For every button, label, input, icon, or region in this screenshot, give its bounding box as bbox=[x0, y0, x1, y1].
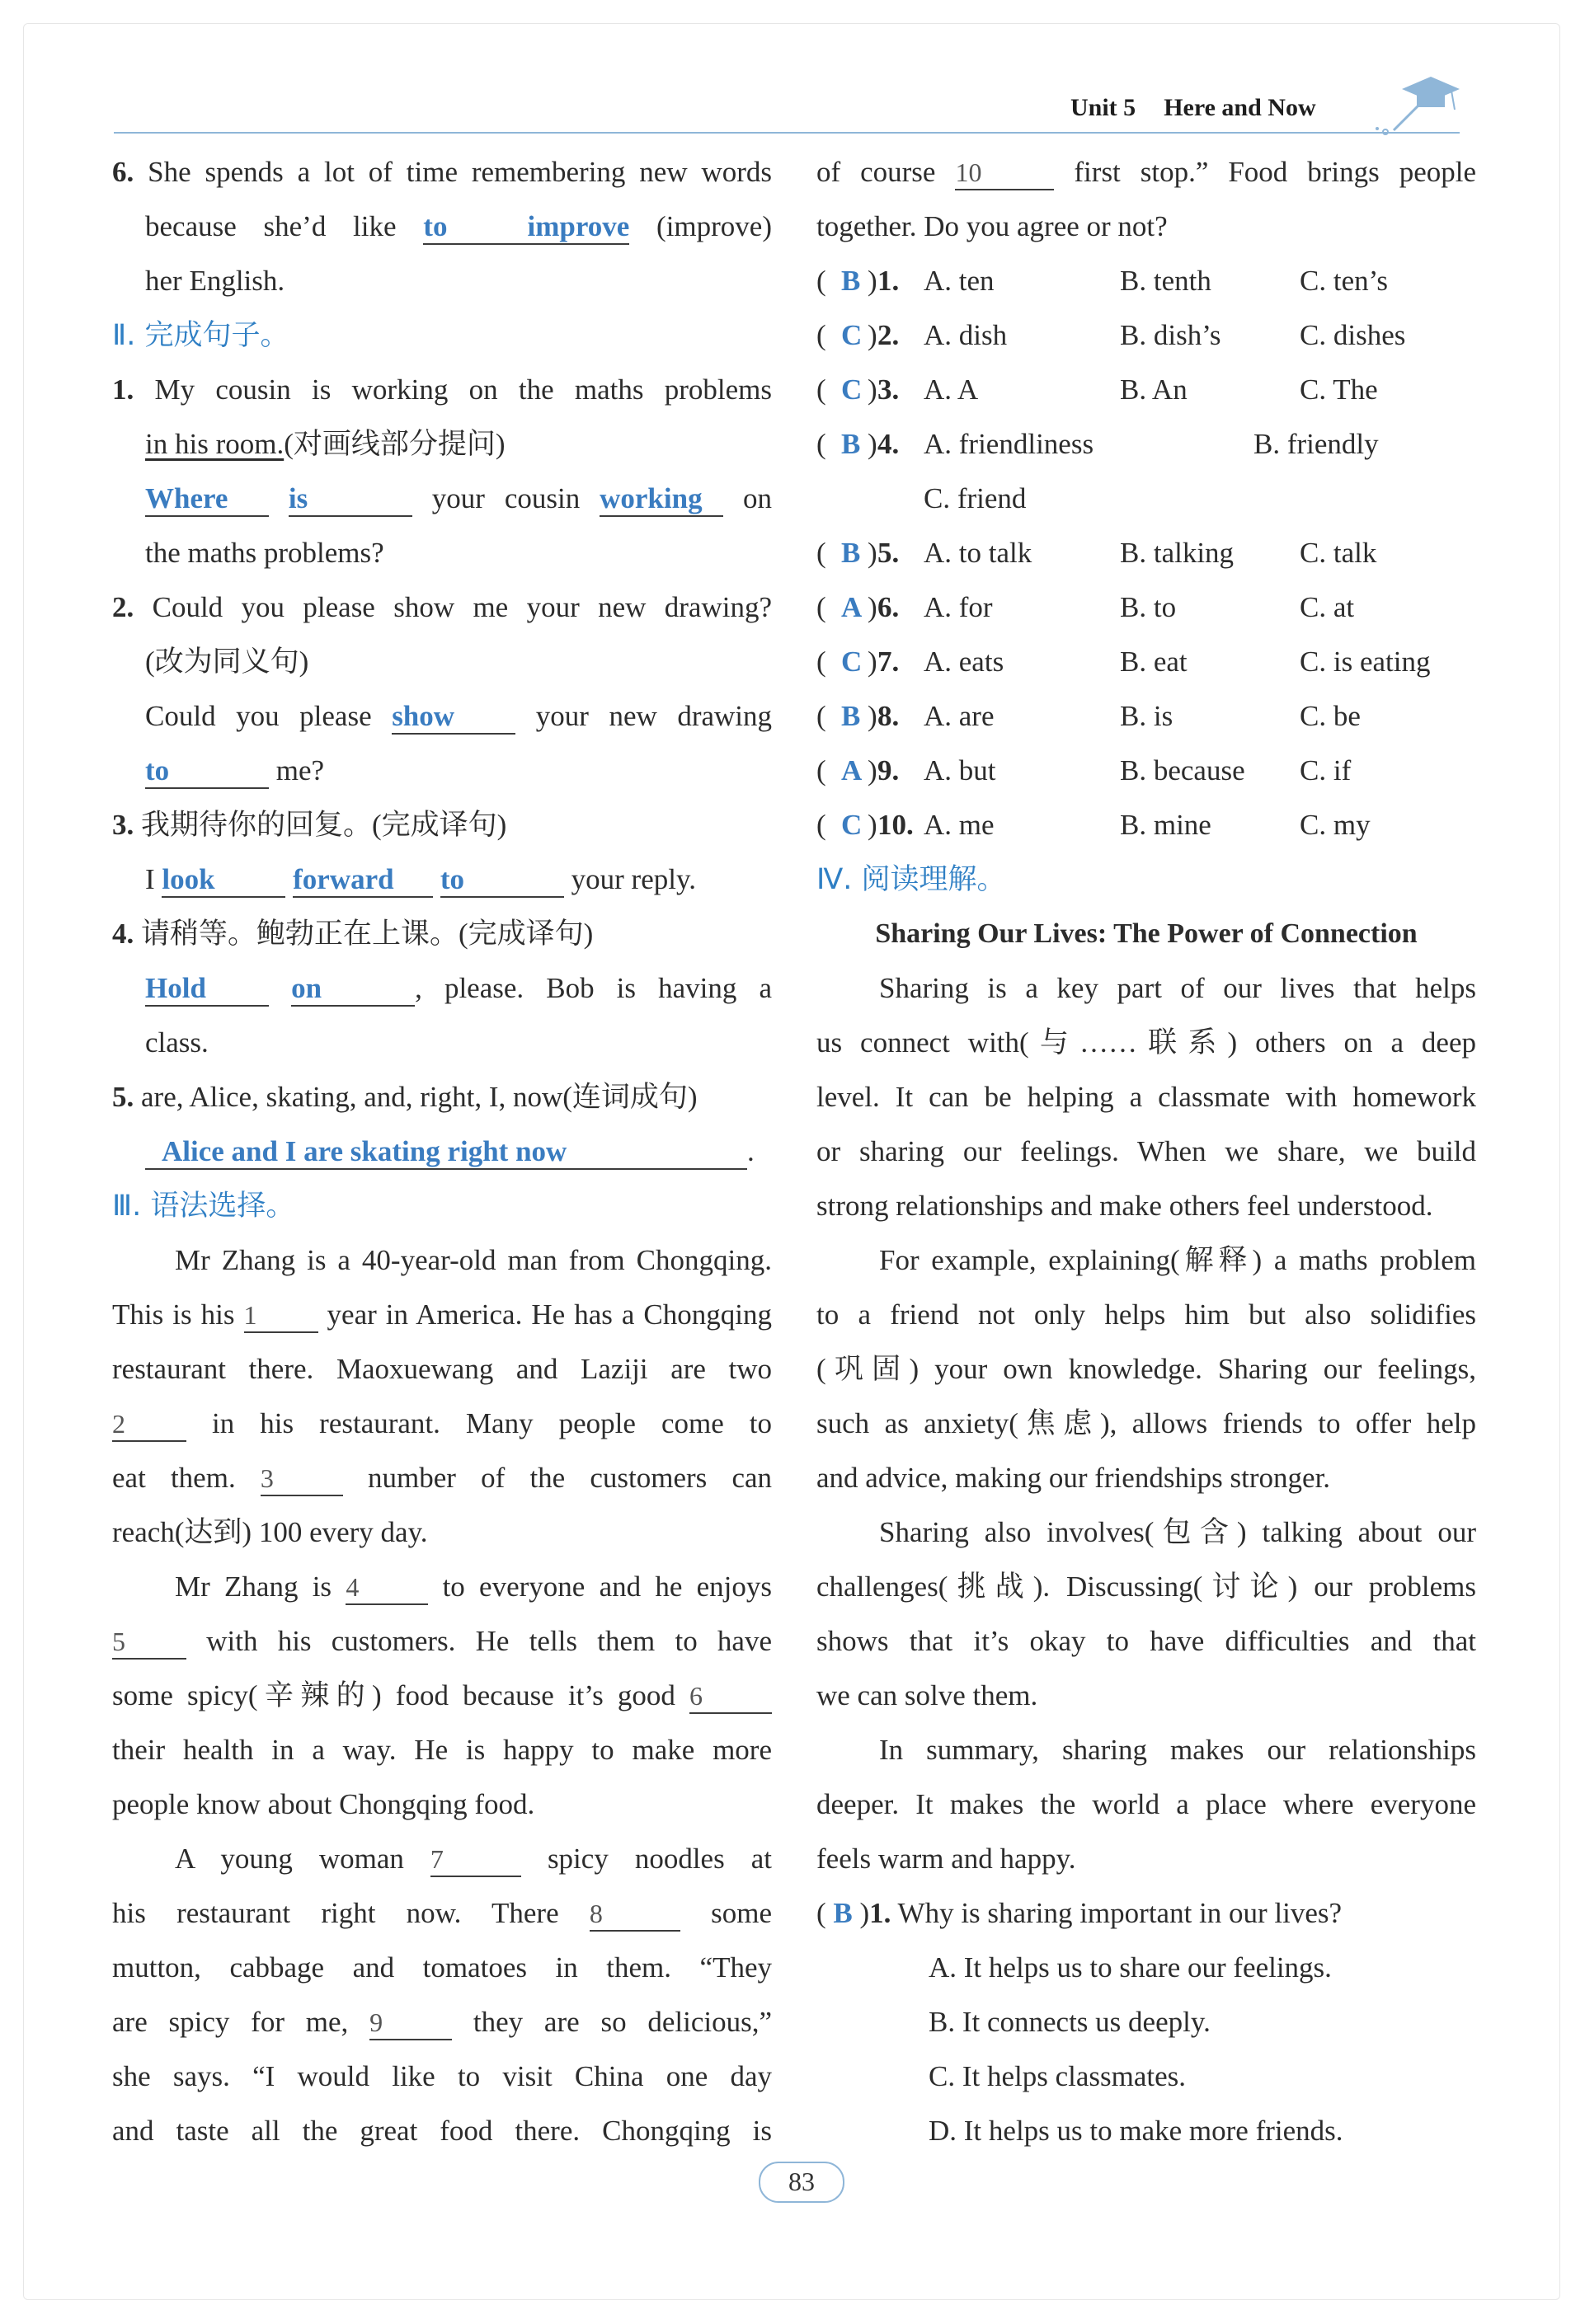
paren: ( bbox=[816, 319, 826, 351]
q6-line-2 bbox=[112, 200, 772, 254]
passage-line: 2 in his restaurant. Many people come to bbox=[112, 1397, 772, 1451]
option-d: D. It helps us to make more friends. bbox=[929, 2115, 1343, 2147]
question-text: are, Alice, skating, and, right, I, now(连词成句) bbox=[141, 1081, 698, 1113]
question-number: 9. bbox=[877, 754, 900, 786]
paren: ) bbox=[868, 754, 877, 786]
reading-question-1: ( B )1. Why is sharing important in our lives? bbox=[816, 1897, 1343, 1929]
mc-row bbox=[816, 689, 1476, 744]
blank-4: 4 bbox=[346, 1570, 428, 1605]
paren: ( bbox=[816, 265, 826, 297]
question-text: Could you please bbox=[145, 700, 372, 732]
blank-9: 9 bbox=[369, 2006, 452, 2040]
passage-line: are spicy for me, 9 they are so delicious,” bbox=[112, 1995, 772, 2049]
option-a: A. dish bbox=[924, 319, 1008, 351]
option-b: B. talking bbox=[1120, 537, 1235, 569]
paren: ) bbox=[868, 265, 877, 297]
section-heading-4: Ⅳ. 阅读理解。 bbox=[816, 863, 1006, 896]
option-c: C. at bbox=[1300, 591, 1355, 623]
passage-line: to a friend not only helps him but also solidifies bbox=[816, 1298, 1476, 1331]
left-column bbox=[112, 145, 772, 2158]
option-a: A. ten bbox=[924, 265, 995, 297]
question-number: 3. bbox=[877, 373, 900, 406]
option-b: B. because bbox=[1120, 754, 1245, 786]
answer-choice: B bbox=[833, 1897, 853, 1929]
answer-blank: is bbox=[289, 482, 412, 517]
section-heading-3: Ⅲ. 语法选择。 bbox=[112, 1190, 295, 1223]
blank-3: 3 bbox=[261, 1462, 343, 1496]
paren: ) bbox=[868, 591, 877, 623]
passage-line: and taste all the great food there. Chongqing is bbox=[112, 2115, 772, 2147]
passage-line: Sharing is a key part of our lives that helps bbox=[879, 972, 1476, 1004]
answer-blank: Hold bbox=[145, 972, 269, 1007]
paren: ( bbox=[816, 373, 826, 406]
paren: ) bbox=[868, 809, 877, 841]
mc-row bbox=[816, 308, 1476, 363]
passage-line: 5 with his customers. He tells them to have bbox=[112, 1614, 772, 1669]
answer-choice: B bbox=[841, 428, 861, 460]
option-c: C. dishes bbox=[1300, 319, 1406, 351]
answer-blank: look bbox=[162, 863, 285, 898]
option-c: C. is eating bbox=[1300, 646, 1431, 678]
question-text: your cousin bbox=[431, 482, 581, 514]
option-c: C. ten’s bbox=[1300, 265, 1388, 297]
option-b: B. An bbox=[1120, 373, 1188, 406]
paren: ( bbox=[816, 428, 826, 460]
question-number: 1. bbox=[869, 1897, 891, 1929]
paren: ) bbox=[868, 428, 877, 460]
passage-line: his restaurant right now. There 8 some bbox=[112, 1886, 772, 1941]
passage-line: Mr Zhang is a 40-year-old man from Chongqing. bbox=[175, 1244, 772, 1276]
passage-line: feels warm and happy. bbox=[816, 1843, 1076, 1875]
answer-choice: A bbox=[841, 754, 863, 786]
question-text: your new drawing bbox=[535, 700, 773, 732]
passage-line: level. It can be helping a classmate with homework bbox=[816, 1081, 1476, 1113]
question-number: 10. bbox=[877, 809, 914, 841]
option-c: C. It helps classmates. bbox=[929, 2060, 1187, 2092]
passage-line: together. Do you agree or not? bbox=[816, 210, 1168, 242]
passage-line: and advice, making our friendships stronger. bbox=[816, 1462, 1331, 1494]
s2-line-3 bbox=[112, 689, 772, 744]
option-c: C. talk bbox=[1300, 537, 1377, 569]
option-b: B. dish’s bbox=[1120, 319, 1221, 351]
answer-blank: working bbox=[600, 482, 723, 517]
passage-line: eat them. 3 number of the customers can bbox=[112, 1451, 772, 1505]
paren: ( bbox=[816, 537, 826, 569]
answer-blank: Where bbox=[145, 482, 269, 517]
paren: ( bbox=[816, 646, 826, 678]
paren: ( bbox=[816, 591, 826, 623]
question-text: I bbox=[145, 863, 155, 895]
option-a: A. It helps us to share our feelings. bbox=[929, 1951, 1332, 1984]
paren: ) bbox=[868, 319, 877, 351]
option-a: A. me bbox=[924, 809, 995, 841]
option-c: C. be bbox=[1300, 700, 1361, 732]
page-number: 83 bbox=[759, 2162, 844, 2203]
answer-blank: to bbox=[145, 754, 269, 789]
blank-1: 1 bbox=[244, 1298, 318, 1333]
blank-7: 7 bbox=[430, 1843, 521, 1877]
unit-label: Unit 5 bbox=[1070, 94, 1136, 121]
mc-row bbox=[816, 744, 1476, 798]
underlined-text: in his room. bbox=[145, 428, 285, 460]
option-a: A. but bbox=[924, 754, 996, 786]
mc-row bbox=[816, 635, 1476, 689]
q6-line-1 bbox=[112, 145, 772, 200]
option-c: C. if bbox=[1300, 754, 1352, 786]
passage-line: some spicy(辛辣的) food because it’s good 6 bbox=[112, 1669, 772, 1723]
s4-line-2 bbox=[112, 961, 772, 1016]
paren: ) bbox=[868, 537, 877, 569]
answer-blank: show bbox=[392, 700, 515, 735]
question-number: 1. bbox=[877, 265, 900, 297]
answer-choice: C bbox=[841, 646, 863, 678]
option-b: B. eat bbox=[1120, 646, 1188, 678]
question-number: 5. bbox=[112, 1081, 134, 1113]
s1-line-1 bbox=[112, 363, 772, 417]
s2-line-1 bbox=[112, 580, 772, 635]
question-number: 8. bbox=[877, 700, 900, 732]
option-b: B. to bbox=[1120, 591, 1177, 623]
mc-row bbox=[816, 254, 1476, 308]
s1-line-4: the maths problems? bbox=[145, 537, 384, 569]
passage-line: such as anxiety(焦虑), allows friends to offer help bbox=[816, 1407, 1476, 1439]
option-b: B. tenth bbox=[1120, 265, 1211, 297]
paren: ( bbox=[816, 809, 826, 841]
paren: ( bbox=[816, 754, 826, 786]
mc-row bbox=[816, 363, 1476, 417]
paren: ) bbox=[868, 646, 877, 678]
blank-2: 2 bbox=[112, 1407, 186, 1442]
mc-row-continued bbox=[816, 472, 1476, 526]
mc-row bbox=[816, 417, 1476, 472]
passage-line: challenges(挑战). Discussing(讨论) our problems bbox=[816, 1570, 1476, 1603]
question-text: me? bbox=[275, 754, 325, 786]
mc-row bbox=[816, 798, 1476, 852]
question-text: She spends a lot of time remembering new words bbox=[148, 156, 772, 188]
section-heading-2: Ⅱ. 完成句子。 bbox=[112, 319, 289, 352]
option-b: B. is bbox=[1120, 700, 1173, 732]
option-a: A. friendliness bbox=[924, 428, 1094, 460]
blank-6: 6 bbox=[689, 1679, 772, 1714]
option-c: C. my bbox=[1300, 809, 1371, 841]
answer-choice: C bbox=[841, 373, 863, 406]
s5-line-2 bbox=[112, 1124, 772, 1179]
answer-blank: on bbox=[291, 972, 415, 1007]
graduation-cap-icon bbox=[1369, 64, 1476, 139]
passage-line: (巩固) your own knowledge. Sharing our feelings, bbox=[816, 1353, 1476, 1385]
question-number: 5. bbox=[877, 537, 900, 569]
question-number: 6. bbox=[877, 591, 900, 623]
question-text: . bbox=[747, 1135, 755, 1167]
question-text: because she’d like bbox=[145, 210, 397, 242]
answer-choice: B bbox=[841, 265, 861, 297]
unit-title: Here and Now bbox=[1164, 94, 1316, 121]
blank-8: 8 bbox=[590, 1897, 680, 1932]
question-number: 6. bbox=[112, 156, 134, 188]
s4-line-3: class. bbox=[145, 1026, 209, 1059]
question-text: on bbox=[743, 482, 772, 514]
question-text: your reply. bbox=[571, 863, 696, 895]
passage-line: mutton, cabbage and tomatoes in them. “They bbox=[112, 1951, 772, 1984]
option-a: A. A bbox=[924, 373, 979, 406]
passage-line: reach(达到) 100 every day. bbox=[112, 1516, 428, 1548]
passage-line: A young woman 7 spicy noodles at bbox=[112, 1832, 772, 1886]
passage-line: In summary, sharing makes our relationships bbox=[879, 1734, 1476, 1766]
option-b: B. mine bbox=[1120, 809, 1211, 841]
q6-line-3: her English. bbox=[145, 265, 285, 297]
passage-line: restaurant there. Maoxuewang and Laziji are two bbox=[112, 1353, 772, 1385]
option-a: A. are bbox=[924, 700, 995, 732]
passage-line: she says. “I would like to visit China one day bbox=[112, 2060, 772, 2092]
paren: ) bbox=[868, 373, 877, 406]
option-a: A. to talk bbox=[924, 537, 1032, 569]
question-number: 4. bbox=[112, 918, 134, 950]
multiple-choice-list bbox=[816, 254, 1476, 852]
s1-line-3 bbox=[112, 472, 772, 526]
mc-row bbox=[816, 580, 1476, 635]
page-header bbox=[1070, 94, 1316, 122]
passage-line: For example, explaining(解释) a maths problem bbox=[879, 1244, 1476, 1276]
question-text: My cousin is working on the maths problems bbox=[154, 373, 772, 406]
answer-choice: C bbox=[841, 319, 863, 351]
question-number: 2. bbox=[877, 319, 900, 351]
question-text: , please. Bob is having a bbox=[415, 972, 772, 1004]
passage-line: This is his 1 year in America. He has a Chongqing bbox=[112, 1288, 772, 1342]
answer-choice: B bbox=[841, 537, 861, 569]
answer-blank: Alice and I are skating right now bbox=[145, 1135, 747, 1170]
option-c: C. The bbox=[1300, 373, 1378, 406]
answer-blank: to improve bbox=[423, 210, 629, 245]
option-a: A. eats bbox=[924, 646, 1004, 678]
answer-choice: B bbox=[841, 700, 861, 732]
passage-line: deeper. It makes the world a place where everyone bbox=[816, 1788, 1476, 1820]
passage-line: we can solve them. bbox=[816, 1679, 1038, 1711]
passage-line: us connect with(与……联系) others on a deep bbox=[816, 1026, 1476, 1059]
option-c: C. friend bbox=[924, 482, 1027, 514]
blank-5: 5 bbox=[112, 1625, 186, 1660]
s1-line-2 bbox=[112, 417, 772, 472]
option-b: B. It connects us deeply. bbox=[929, 2006, 1211, 2038]
passage-line: Mr Zhang is 4 to everyone and he enjoys bbox=[112, 1560, 772, 1614]
passage-title: Sharing Our Lives: The Power of Connection bbox=[875, 918, 1418, 949]
passage-line: people know about Chongqing food. bbox=[112, 1788, 535, 1820]
right-column bbox=[816, 145, 1476, 2158]
question-number: 4. bbox=[877, 428, 900, 460]
question-number: 7. bbox=[877, 646, 900, 678]
blank-10: 10 bbox=[955, 156, 1054, 190]
s3-line-2 bbox=[112, 852, 772, 907]
header-rule bbox=[114, 132, 1460, 134]
s2-line-2: (改为同义句) bbox=[145, 646, 309, 678]
question-text: 我期待你的回复。(完成译句) bbox=[141, 809, 507, 841]
paren: ) bbox=[868, 700, 877, 732]
answer-blank: to bbox=[440, 863, 564, 898]
passage-line: their health in a way. He is happy to make more bbox=[112, 1734, 772, 1766]
question-number: 1. bbox=[112, 373, 134, 406]
question-number: 3. bbox=[112, 809, 134, 841]
question-number: 2. bbox=[112, 591, 134, 623]
s3-line-1 bbox=[112, 798, 772, 852]
question-text: 请稍等。鲍勃正在上课。(完成译句) bbox=[141, 918, 594, 950]
passage-line: or sharing our feelings. When we share, we build bbox=[816, 1135, 1476, 1167]
passage-line: shows that it’s okay to have difficulties and that bbox=[816, 1625, 1476, 1657]
question-text: Why is sharing important in our lives? bbox=[897, 1897, 1343, 1929]
passage-line: of course 10 first stop.” Food brings people bbox=[816, 145, 1476, 200]
option-b: B. friendly bbox=[1253, 428, 1379, 460]
answer-choice: C bbox=[841, 809, 863, 841]
passage-line: strong relationships and make others feel understood. bbox=[816, 1190, 1433, 1222]
answer-blank: forward bbox=[293, 863, 433, 898]
paren: ( bbox=[816, 700, 826, 732]
s2-line-4 bbox=[112, 744, 772, 798]
passage-line: Sharing also involves(包含) talking about our bbox=[879, 1516, 1476, 1548]
hint-text: (对画线部分提问) bbox=[284, 428, 506, 460]
question-text: Could you please show me your new drawing? bbox=[152, 591, 772, 623]
answer-choice: A bbox=[841, 591, 863, 623]
mc-row bbox=[816, 526, 1476, 580]
hint-text: (improve) bbox=[656, 210, 772, 242]
s4-line-1 bbox=[112, 907, 772, 961]
s5-line-1 bbox=[112, 1070, 772, 1124]
option-a: A. for bbox=[924, 591, 993, 623]
